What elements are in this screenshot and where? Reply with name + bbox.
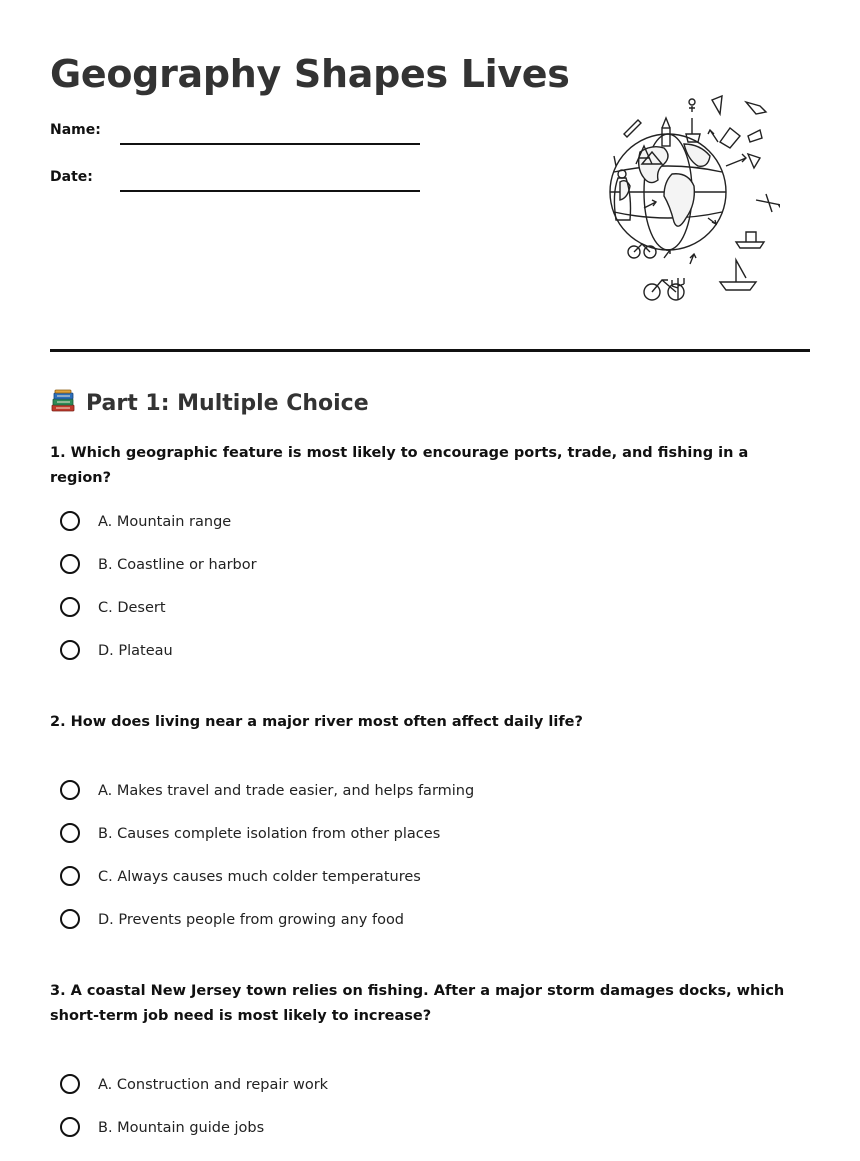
option-q2-c[interactable] — [50, 866, 750, 892]
option-label: C. Always causes much colder temperatures — [98, 869, 421, 885]
date-field[interactable] — [120, 190, 420, 192]
section-title-text: Part 1: Multiple Choice — [86, 391, 369, 416]
option-q1-a[interactable] — [50, 511, 750, 537]
radio-button[interactable] — [60, 597, 80, 617]
option-q2-d[interactable] — [50, 909, 750, 935]
globe-travel-icon — [560, 82, 780, 307]
radio-button[interactable] — [60, 554, 80, 574]
option-label: D. Plateau — [98, 643, 173, 659]
option-label: C. Desert — [98, 600, 166, 616]
question-text: 1. Which geographic feature is most likely to encourage ports, trade, and fishing in a region? — [50, 445, 749, 486]
radio-button[interactable] — [60, 780, 80, 800]
radio-button[interactable] — [60, 866, 80, 886]
radio-button[interactable] — [60, 909, 80, 929]
question-1 — [50, 441, 810, 491]
option-label: A. Mountain range — [98, 514, 232, 530]
radio-button[interactable] — [60, 640, 80, 660]
radio-button[interactable] — [60, 511, 80, 531]
radio-button[interactable] — [60, 1117, 80, 1137]
option-label: B. Coastline or harbor — [98, 557, 257, 573]
option-label: B. Causes complete isolation from other places — [98, 826, 441, 842]
option-label: A. Makes travel and trade easier, and helps farming — [98, 783, 475, 799]
question-text: 3. A coastal New Jersey town relies on fishing. After a major storm damages docks, which short-term job need is most likely to increase? — [50, 983, 785, 1024]
radio-button[interactable] — [60, 823, 80, 843]
option-label: B. Mountain guide jobs — [98, 1120, 265, 1136]
page-title: Geography Shapes Lives — [50, 52, 570, 96]
section-title-part1 — [50, 388, 369, 420]
question-3 — [50, 979, 810, 1029]
header-divider — [50, 349, 810, 352]
name-field[interactable] — [120, 143, 420, 145]
option-label: A. Construction and repair work — [98, 1077, 329, 1093]
option-q1-b[interactable] — [50, 554, 750, 580]
option-q2-b[interactable] — [50, 823, 750, 849]
question-text: 2. How does living near a major river most often affect daily life? — [50, 714, 583, 730]
date-label: Date: — [50, 169, 93, 185]
option-q3-a[interactable] — [50, 1074, 750, 1100]
books-icon — [50, 388, 76, 414]
option-q1-c[interactable] — [50, 597, 750, 623]
option-q3-b[interactable] — [50, 1117, 750, 1143]
name-label: Name: — [50, 122, 101, 138]
option-label: D. Prevents people from growing any food — [98, 912, 405, 928]
question-2 — [50, 710, 810, 735]
option-q2-a[interactable] — [50, 780, 750, 806]
date-field-row — [50, 167, 430, 191]
name-field-row — [50, 120, 430, 144]
option-q1-d[interactable] — [50, 640, 750, 666]
radio-button[interactable] — [60, 1074, 80, 1094]
